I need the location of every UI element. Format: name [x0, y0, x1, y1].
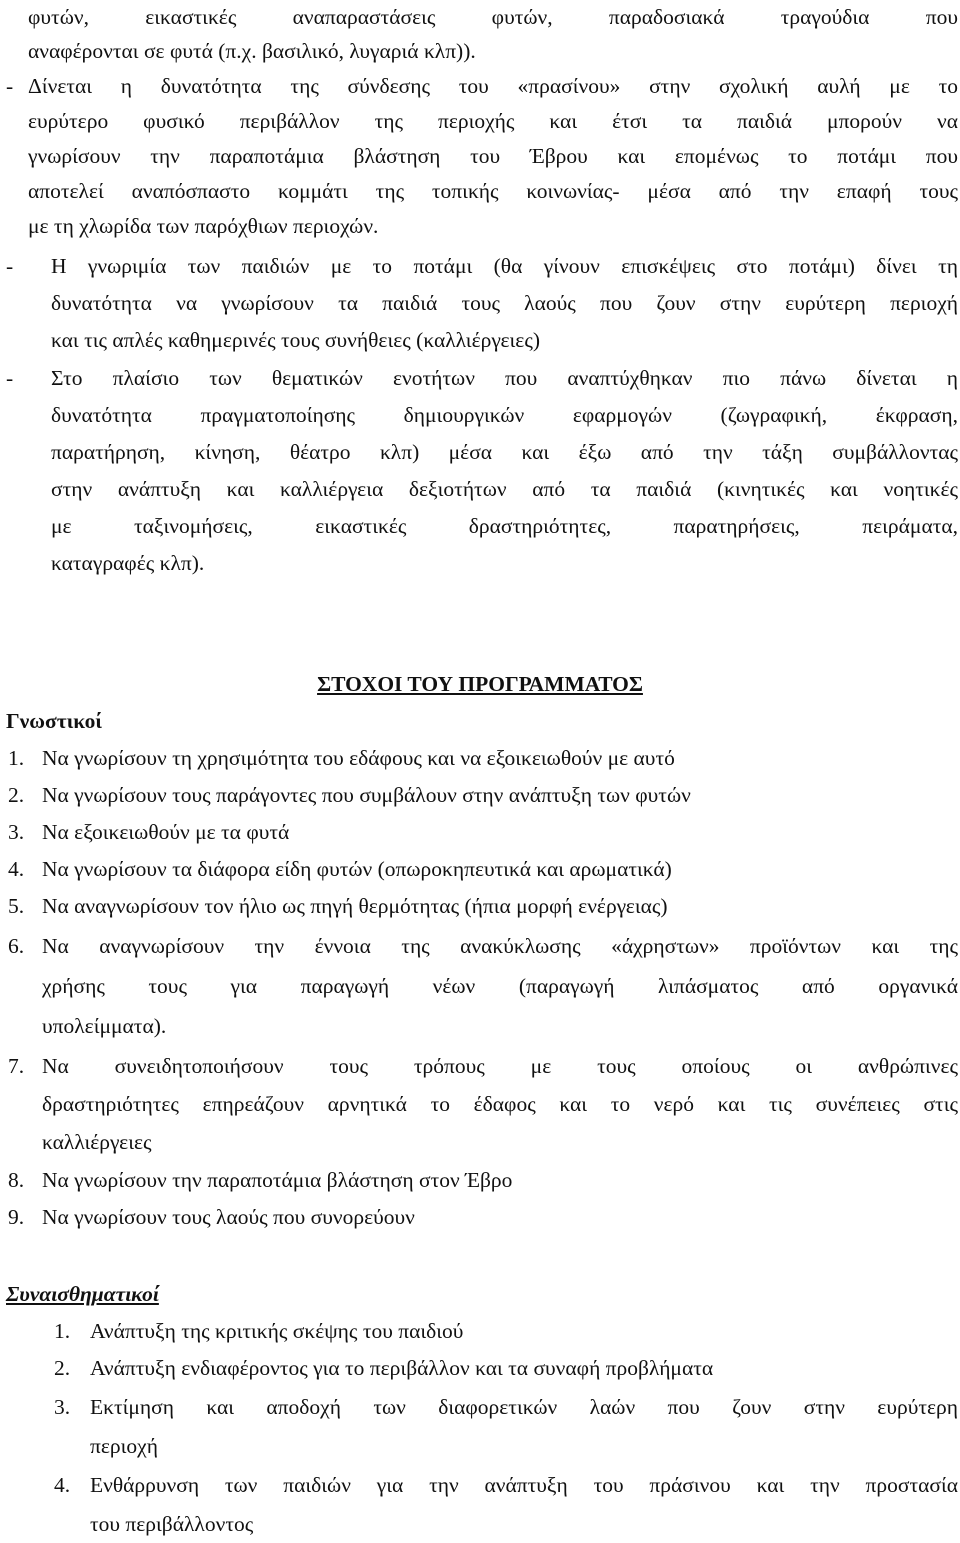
bullet1-line-1: Δίνεται η δυνατότητα της σύνδεσης του «πρασίνου» στην σχολική αυλή με το — [28, 74, 958, 98]
emotional-item-1: Ανάπτυξη της κριτικής σκέψης του παιδιού — [90, 1319, 464, 1343]
bullet3-line-6: καταγραφές κλπ). — [51, 551, 205, 575]
bullet-dash: - — [6, 254, 14, 278]
list-number: 2. — [54, 1356, 71, 1380]
bullet3-line-4: στην ανάπτυξη και καλλιέργεια δεξιοτήτων από τα παιδιά (κινητικές και νοητικές — [51, 477, 958, 501]
cognitive-item-7-line-2: δραστηριότητες επηρεάζουν αρνητικά το έδαφος και το νερό και τις συνέπειες στις — [42, 1092, 958, 1116]
emotional-item-3-line-2: περιοχή — [90, 1434, 158, 1458]
cognitive-item-6-line-3: υπολείμματα). — [42, 1014, 167, 1038]
list-number: 3. — [8, 820, 25, 844]
cognitive-item-3: Να εξοικειωθούν με τα φυτά — [42, 820, 290, 844]
list-number: 7. — [8, 1054, 25, 1078]
emotional-item-3-line-1: Εκτίμηση και αποδοχή των διαφορετικών λαών που ζουν στην ευρύτερη — [90, 1395, 958, 1419]
cognitive-item-7-line-1: Να συνειδητοποιήσουν τους τρόπους με τους οποίους οι ανθρώπινες — [42, 1054, 958, 1078]
bullet2-line-1: Η γνωριμία των παιδιών με το ποτάμι (θα γίνουν επισκέψεις στο ποτάμι) δίνει τη — [51, 254, 958, 278]
emotional-item-4-line-1: Ενθάρρυνση των παιδιών για την ανάπτυξη του πράσινου και την προστασία — [90, 1473, 958, 1497]
list-number: 6. — [8, 934, 25, 958]
bullet3-line-5: με ταξινομήσεις, εικαστικές δραστηριότητες, παρατηρήσεις, πειράματα, — [51, 514, 958, 538]
bullet1-line-2: ευρύτερο φυσικό περιβάλλον της περιοχής και έτσι τα παιδιά μπορούν να — [28, 109, 958, 133]
list-number: 2. — [8, 783, 25, 807]
cognitive-item-1: Να γνωρίσουν τη χρησιμότητα του εδάφους και να εξοικειωθούν με αυτό — [42, 746, 675, 770]
cognitive-item-7-line-3: καλλιέργειες — [42, 1130, 152, 1154]
bullet2-line-3: και τις απλές καθημερινές τους συνήθειες (καλλιέργειες) — [51, 328, 540, 352]
cognitive-title: Γνωστικοί — [6, 709, 103, 733]
list-number: 1. — [54, 1319, 71, 1343]
cognitive-item-8: Να γνωρίσουν την παραποτάμια βλάστηση στον Έβρο — [42, 1168, 513, 1192]
bullet1-line-4: αποτελεί αναπόσπαστο κομμάτι της τοπικής κοινωνίας- μέσα από την επαφή τους — [28, 179, 958, 203]
cognitive-item-6-line-1: Να αναγνωρίσουν την έννοια της ανακύκλωσης «άχρηστων» προϊόντων και της — [42, 934, 958, 958]
cognitive-item-4: Να γνωρίσουν τα διάφορα είδη φυτών (οπωροκηπευτικά και αρωματικά) — [42, 857, 672, 881]
list-number: 3. — [54, 1395, 71, 1419]
bullet3-line-1: Στο πλαίσιο των θεματικών ενοτήτων που αναπτύχθηκαν πιο πάνω δίνεται η — [51, 366, 958, 390]
list-number: 8. — [8, 1168, 25, 1192]
bullet1-line-3: γνωρίσουν την παραποτάμια βλάστηση του Έβρου και επομένως το ποτάμι που — [28, 144, 958, 168]
emotional-item-2: Ανάπτυξη ενδιαφέροντος για το περιβάλλον και τα συναφή προβλήματα — [90, 1356, 714, 1380]
intro-line-1: φυτών, εικαστικές αναπαραστάσεις φυτών, παραδοσιακά τραγούδια που — [28, 5, 958, 29]
list-number: 4. — [8, 857, 25, 881]
cognitive-item-5: Να αναγνωρίσουν τον ήλιο ως πηγή θερμότητας (ήπια μορφή ενέργειας) — [42, 894, 668, 918]
bullet3-line-3: παρατήρηση, κίνηση, θέατρο κλπ) μέσα και έξω από την τάξη συμβάλλοντας — [51, 440, 958, 464]
bullet3-line-2: δυνατότητα πραγματοποίησης δημιουργικών εφαρμογών (ζωγραφική, έκφραση, — [51, 403, 958, 427]
cognitive-item-2: Να γνωρίσουν τους παράγοντες που συμβάλουν στην ανάπτυξη των φυτών — [42, 783, 691, 807]
intro-line-2: αναφέρονται σε φυτά (π.χ. βασιλικό, λυγαριά κλπ)). — [28, 39, 476, 63]
cognitive-item-6-line-2: χρήσης τους για παραγωγή νέων (παραγωγή λιπάσματος από οργανικά — [42, 974, 958, 998]
emotional-item-4-line-2: του περιβάλλοντος — [90, 1512, 254, 1536]
list-number: 1. — [8, 746, 25, 770]
bullet-dash: - — [6, 74, 14, 98]
bullet-dash: - — [6, 366, 14, 390]
list-number: 4. — [54, 1473, 71, 1497]
cognitive-item-9: Να γνωρίσουν τους λαούς που συνορεύουν — [42, 1205, 415, 1229]
bullet1-line-5: με τη χλωρίδα των παρόχθιων περιοχών. — [28, 214, 379, 238]
list-number: 9. — [8, 1205, 25, 1229]
list-number: 5. — [8, 894, 25, 918]
emotional-title: Συναισθηματικοί — [6, 1282, 159, 1306]
bullet2-line-2: δυνατότητα να γνωρίσουν τα παιδιά τους λαούς που ζουν στην ευρύτερη περιοχή — [51, 291, 958, 315]
section-heading: ΣΤΟΧΟΙ ΤΟΥ ΠΡΟΓΡΑΜΜΑΤΟΣ — [317, 672, 643, 696]
